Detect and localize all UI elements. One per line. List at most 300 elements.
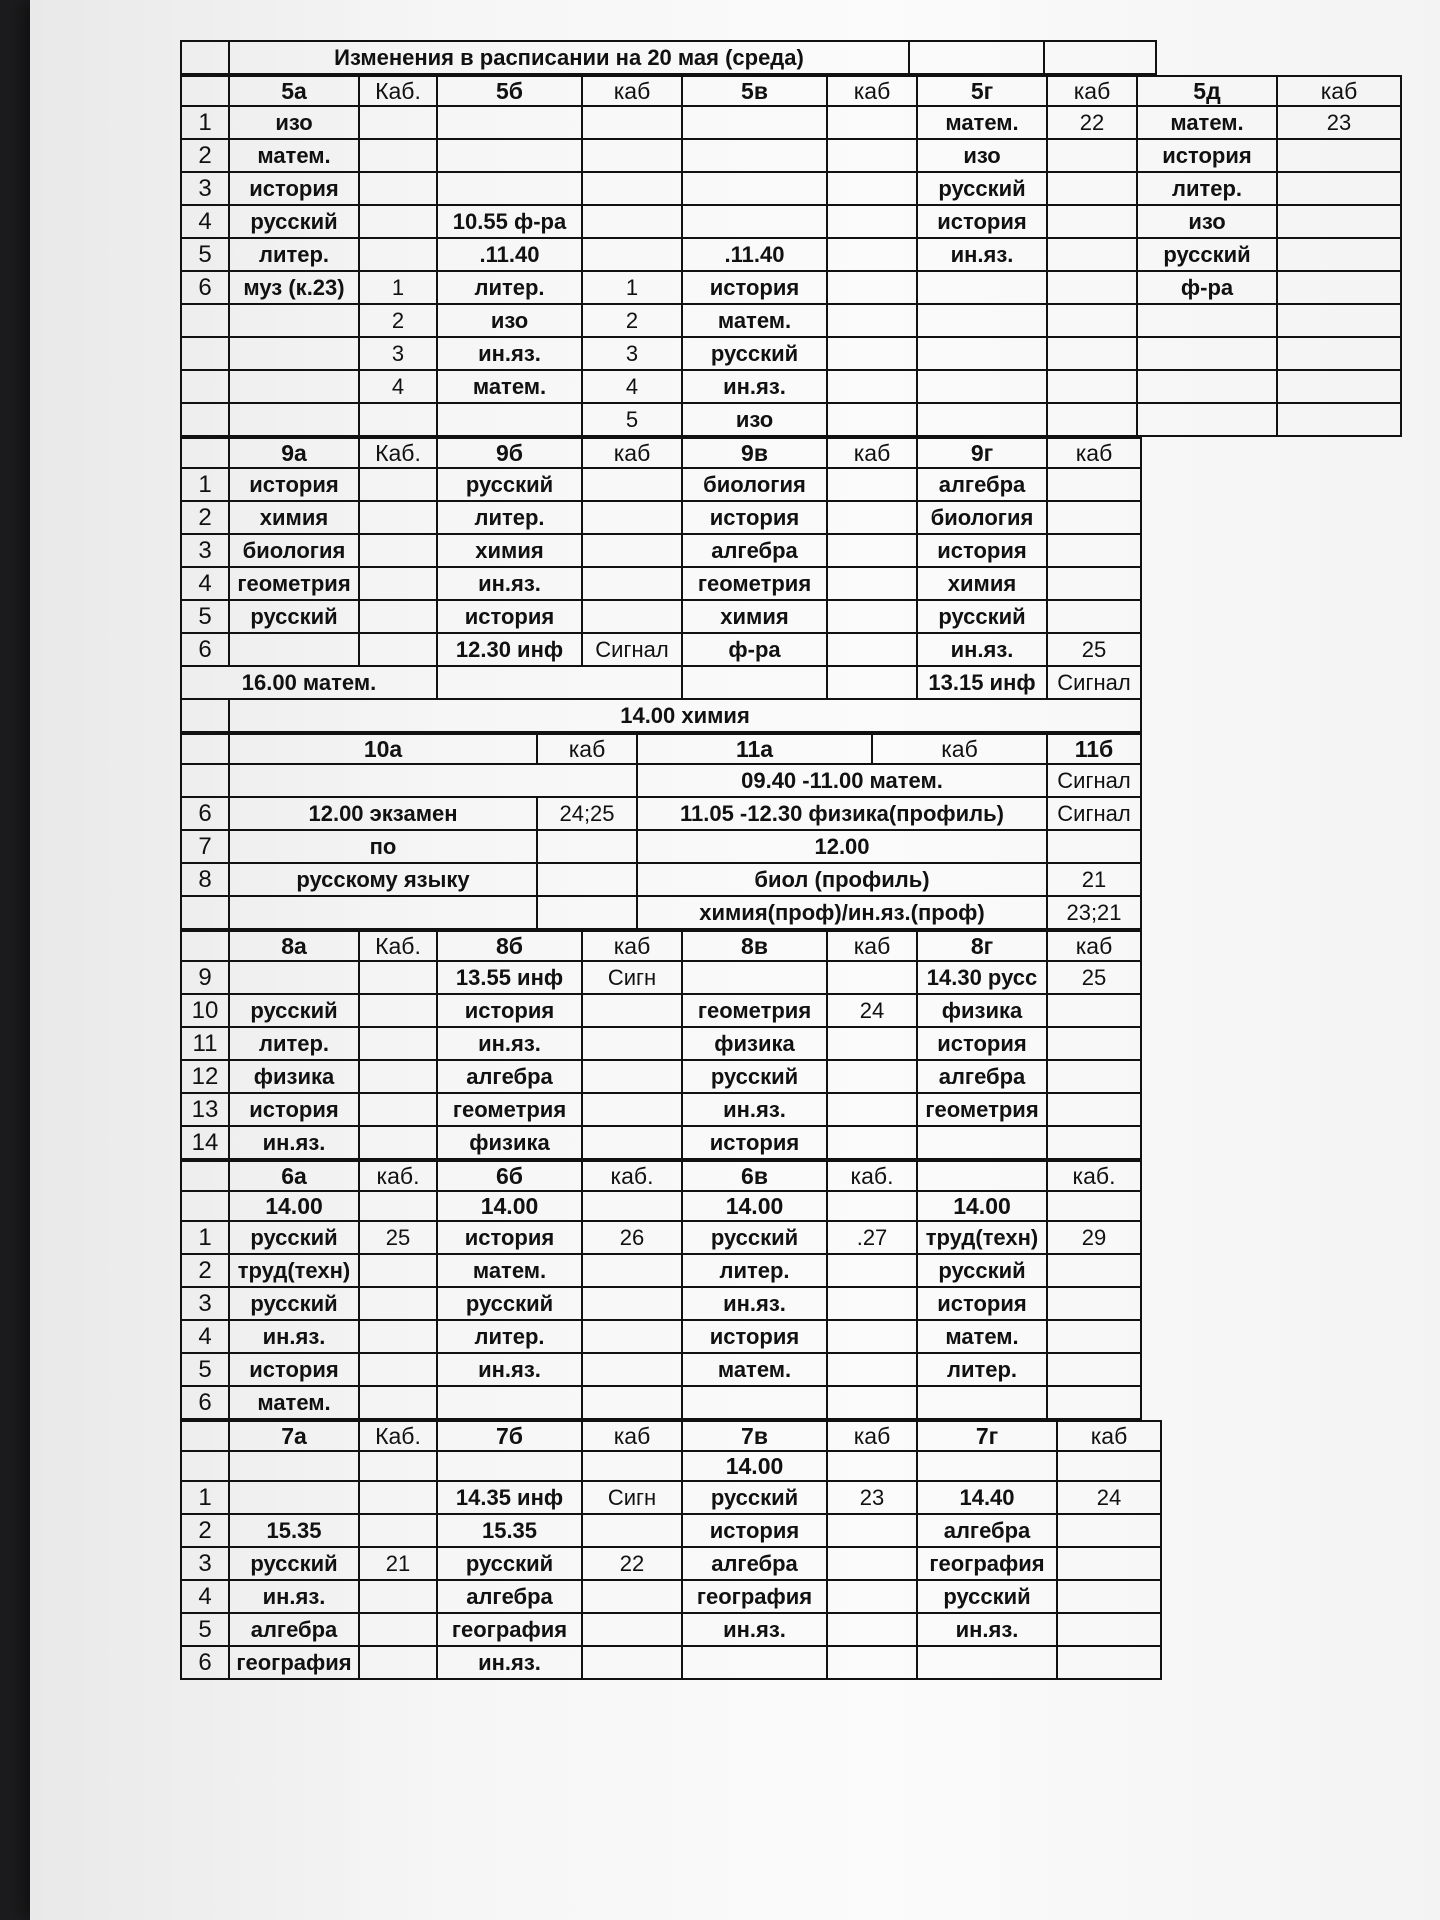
room-cell: 1 <box>359 271 437 304</box>
column-header: 5в <box>682 76 827 106</box>
schedule-cell: русскому языку <box>229 863 537 896</box>
header-row <box>181 1161 1141 1191</box>
table-row <box>181 1027 1141 1060</box>
grade5-body <box>181 76 1401 436</box>
schedule-cell: история <box>229 468 359 501</box>
schedule-cell: матем. <box>1137 106 1277 139</box>
schedule-cell: биол (профиль) <box>637 863 1047 896</box>
room-cell <box>827 1580 917 1613</box>
schedule-cell: 12.00 экзамен <box>229 797 537 830</box>
lesson-number: 2 <box>181 139 229 172</box>
table-row <box>181 1580 1161 1613</box>
lesson-number: 10 <box>181 994 229 1027</box>
room-cell <box>359 1646 437 1679</box>
room-cell <box>1047 1060 1141 1093</box>
grade7-table <box>180 1420 1162 1680</box>
schedule-cell <box>682 1646 827 1679</box>
room-cell <box>537 896 637 929</box>
room-cell <box>827 1126 917 1159</box>
table-row <box>181 567 1141 600</box>
schedule-cell <box>827 1191 917 1221</box>
table-row <box>181 666 1141 699</box>
room-cell <box>359 1613 437 1646</box>
schedule-cell: муз (к.23) <box>229 271 359 304</box>
lesson-number: 4 <box>181 1580 229 1613</box>
schedule-cell: русский <box>682 1221 827 1254</box>
schedule-cell <box>1137 370 1277 403</box>
schedule-cell <box>682 172 827 205</box>
lesson-number: 5 <box>181 1353 229 1386</box>
lesson-number: 3 <box>181 1287 229 1320</box>
schedule-cell: история <box>682 1126 827 1159</box>
header-row <box>181 438 1141 468</box>
grade10-11-table <box>180 733 1142 930</box>
schedule-cell <box>917 304 1047 337</box>
room-cell <box>359 1287 437 1320</box>
room-cell <box>1047 403 1137 436</box>
column-header: каб <box>1047 438 1141 468</box>
table-row <box>181 1514 1161 1547</box>
schedule-cell: изо <box>1137 205 1277 238</box>
column-header: 6в <box>682 1161 827 1191</box>
column-header: 7б <box>437 1421 582 1451</box>
column-header: 8а <box>229 931 359 961</box>
room-cell <box>582 106 682 139</box>
column-header <box>181 931 229 961</box>
room-cell: 24;25 <box>537 797 637 830</box>
room-cell <box>827 271 917 304</box>
room-cell <box>1047 534 1141 567</box>
room-cell <box>827 139 917 172</box>
header-row <box>181 1421 1161 1451</box>
header-row <box>181 76 1401 106</box>
column-header: 5б <box>437 76 582 106</box>
grade9-body <box>181 438 1141 732</box>
schedule-cell: ин.яз. <box>437 567 582 600</box>
room-cell <box>359 1320 437 1353</box>
schedule-cell: алгебра <box>682 534 827 567</box>
room-cell <box>582 1320 682 1353</box>
room-cell: 3 <box>582 337 682 370</box>
schedule-cell: русский <box>229 994 359 1027</box>
room-cell <box>1277 205 1401 238</box>
schedule-cell: физика <box>437 1126 582 1159</box>
schedule-cell: ин.яз. <box>917 1613 1057 1646</box>
column-header: каб <box>1057 1421 1161 1451</box>
room-cell <box>359 1386 437 1419</box>
schedule-cell: алгебра <box>437 1060 582 1093</box>
table-row <box>181 172 1401 205</box>
table-row <box>181 501 1141 534</box>
grade5-table <box>180 75 1402 437</box>
room-cell <box>582 1353 682 1386</box>
table-row <box>181 1126 1141 1159</box>
room-cell <box>827 370 917 403</box>
schedule-cell <box>917 1451 1057 1481</box>
lesson-number: 6 <box>181 271 229 304</box>
lesson-number: 3 <box>181 1547 229 1580</box>
schedule-cell: алгебра <box>437 1580 582 1613</box>
room-cell <box>827 468 917 501</box>
lesson-number: 2 <box>181 1254 229 1287</box>
schedule-cell <box>437 1451 582 1481</box>
room-cell <box>1047 567 1141 600</box>
lesson-number: 1 <box>181 106 229 139</box>
schedule-cell: изо <box>229 106 359 139</box>
schedule-cell: русский <box>917 1254 1047 1287</box>
schedule-cell: русский <box>917 172 1047 205</box>
schedule-cell: 14.00 <box>437 1191 582 1221</box>
room-cell: 29 <box>1047 1221 1141 1254</box>
schedule-cell: 15.35 <box>229 1514 359 1547</box>
schedule-cell <box>229 1451 359 1481</box>
column-header: 9в <box>682 438 827 468</box>
lesson-number <box>181 896 229 929</box>
room-cell <box>582 205 682 238</box>
schedule-cell: .11.40 <box>437 238 582 271</box>
room-cell <box>1277 139 1401 172</box>
room-cell <box>582 1126 682 1159</box>
room-cell: 26 <box>582 1221 682 1254</box>
lesson-number: 2 <box>181 501 229 534</box>
column-header: каб <box>872 734 1047 764</box>
column-header: каб <box>1047 931 1141 961</box>
grade8-body <box>181 931 1141 1159</box>
schedule-cell: 14.30 русс <box>917 961 1047 994</box>
schedule-cell: русский <box>1137 238 1277 271</box>
schedule-cell <box>682 139 827 172</box>
schedule-cell: матем. <box>682 1353 827 1386</box>
room-cell <box>537 863 637 896</box>
room-cell <box>1047 1093 1141 1126</box>
schedule-cell <box>917 370 1047 403</box>
room-cell <box>359 1060 437 1093</box>
room-cell <box>359 1580 437 1613</box>
grade7-body <box>181 1421 1161 1679</box>
room-cell <box>359 1093 437 1126</box>
schedule-cell: ф-ра <box>1137 271 1277 304</box>
schedule-cell: история <box>682 271 827 304</box>
schedule-cell <box>437 172 582 205</box>
column-header <box>917 1161 1047 1191</box>
schedule-cell: 13.55 инф <box>437 961 582 994</box>
room-cell <box>1047 139 1137 172</box>
lesson-number: 11 <box>181 1027 229 1060</box>
lesson-number: 9 <box>181 961 229 994</box>
room-cell <box>1047 1386 1141 1419</box>
table-row <box>181 896 1141 929</box>
room-cell <box>827 1093 917 1126</box>
column-header: каб <box>582 438 682 468</box>
schedule-cell: ин.яз. <box>437 1027 582 1060</box>
schedule-cell: алгебра <box>229 1613 359 1646</box>
table-row <box>181 271 1401 304</box>
table-row <box>181 961 1141 994</box>
schedule-cell <box>437 403 582 436</box>
schedule-cell <box>229 304 359 337</box>
room-cell <box>537 830 637 863</box>
room-cell: 25 <box>359 1221 437 1254</box>
lesson-number <box>181 403 229 436</box>
room-cell <box>827 1060 917 1093</box>
schedule-cell: 09.40 -11.00 матем. <box>637 764 1047 797</box>
schedule-cell: 13.15 инф <box>917 666 1047 699</box>
room-cell <box>1057 1547 1161 1580</box>
schedule-cell: русский <box>437 468 582 501</box>
schedule-cell: 14.00 <box>682 1451 827 1481</box>
room-cell <box>359 238 437 271</box>
schedule-cell: литер. <box>229 1027 359 1060</box>
schedule-cell: история <box>437 600 582 633</box>
schedule-cell: матем. <box>229 1386 359 1419</box>
schedule-cell: ин.яз. <box>682 1287 827 1320</box>
room-cell <box>582 1514 682 1547</box>
column-header: каб. <box>1047 1161 1141 1191</box>
table-row <box>181 1320 1141 1353</box>
column-header: каб. <box>827 1161 917 1191</box>
lesson-number <box>181 764 229 797</box>
schedule-cell <box>229 633 359 666</box>
column-header: 7а <box>229 1421 359 1451</box>
schedule-cell <box>827 1451 917 1481</box>
schedule-cell: география <box>437 1613 582 1646</box>
room-cell <box>582 238 682 271</box>
room-cell: Сигн <box>582 961 682 994</box>
table-row <box>181 633 1141 666</box>
schedule-cell: история <box>437 1221 582 1254</box>
room-cell <box>1047 994 1141 1027</box>
schedule-cell: .11.40 <box>682 238 827 271</box>
room-cell <box>1047 271 1137 304</box>
room-cell: 25 <box>1047 633 1141 666</box>
schedule-cell: 14.00 химия <box>229 699 1141 732</box>
schedule-cell: литер. <box>682 1254 827 1287</box>
column-header: Каб. <box>359 1421 437 1451</box>
schedule-cell: география <box>229 1646 359 1679</box>
room-cell: 23 <box>1277 106 1401 139</box>
schedule-cell: история <box>229 172 359 205</box>
room-cell <box>1047 1287 1141 1320</box>
room-cell <box>582 1646 682 1679</box>
schedule-cell: ин.яз. <box>917 633 1047 666</box>
column-header: каб <box>827 1421 917 1451</box>
room-cell <box>1047 304 1137 337</box>
column-header: 10а <box>229 734 537 764</box>
schedule-cell <box>359 1191 437 1221</box>
room-cell <box>1047 1353 1141 1386</box>
room-cell <box>1047 337 1137 370</box>
room-cell <box>1277 271 1401 304</box>
schedule-cell <box>1137 304 1277 337</box>
room-cell <box>359 139 437 172</box>
schedule-cell: изо <box>917 139 1047 172</box>
room-cell <box>827 106 917 139</box>
room-cell <box>582 994 682 1027</box>
room-cell <box>359 172 437 205</box>
schedule-cell: русский <box>682 1481 827 1514</box>
room-cell <box>582 1613 682 1646</box>
schedule-cell: химия <box>682 600 827 633</box>
schedule-cell <box>1047 1191 1141 1221</box>
column-header <box>181 76 229 106</box>
table-row <box>181 1481 1161 1514</box>
column-header <box>181 438 229 468</box>
lesson-number: 14 <box>181 1126 229 1159</box>
room-cell: 3 <box>359 337 437 370</box>
schedule-cell: русский <box>437 1287 582 1320</box>
schedule-cell: матем. <box>437 1254 582 1287</box>
table-row <box>181 304 1401 337</box>
room-cell: 4 <box>582 370 682 403</box>
table-row <box>181 1254 1141 1287</box>
schedule-cell: геометрия <box>682 567 827 600</box>
column-header: 7г <box>917 1421 1057 1451</box>
column-header: каб <box>827 76 917 106</box>
room-cell <box>359 1126 437 1159</box>
column-header: 9а <box>229 438 359 468</box>
room-cell <box>827 633 917 666</box>
schedule-cell: литер. <box>437 501 582 534</box>
schedule-cell: геометрия <box>682 994 827 1027</box>
room-cell <box>359 1027 437 1060</box>
schedule-cell: 14.35 инф <box>437 1481 582 1514</box>
column-header: 9б <box>437 438 582 468</box>
schedule-cell: русский <box>229 600 359 633</box>
room-cell: 1 <box>582 271 682 304</box>
schedule-cell: матем. <box>229 139 359 172</box>
room-cell <box>827 1646 917 1679</box>
schedule-cell <box>917 1646 1057 1679</box>
lesson-number: 6 <box>181 1386 229 1419</box>
room-cell <box>582 468 682 501</box>
lesson-number <box>181 337 229 370</box>
room-cell <box>1047 370 1137 403</box>
room-cell <box>359 994 437 1027</box>
table-row <box>181 863 1141 896</box>
schedule-cell <box>229 961 359 994</box>
room-cell <box>827 1353 917 1386</box>
column-header: каб. <box>582 1161 682 1191</box>
column-header <box>181 1421 229 1451</box>
room-cell <box>827 1254 917 1287</box>
grade6-table <box>180 1160 1142 1420</box>
schedule-cell <box>682 961 827 994</box>
table-row <box>181 1353 1141 1386</box>
lesson-number: 4 <box>181 1320 229 1353</box>
time-row <box>181 1451 1161 1481</box>
schedule-cell: русский <box>229 1547 359 1580</box>
header-row <box>181 734 1141 764</box>
schedule-cell <box>229 764 637 797</box>
schedule-cell: история <box>682 1320 827 1353</box>
room-cell <box>827 1320 917 1353</box>
room-cell <box>359 567 437 600</box>
room-cell <box>1047 468 1141 501</box>
room-cell: Сигнал <box>1047 666 1141 699</box>
lesson-number: 4 <box>181 205 229 238</box>
lesson-number: 6 <box>181 633 229 666</box>
schedule-cell <box>1137 403 1277 436</box>
schedule-cell: литер. <box>437 1320 582 1353</box>
schedule-cell: ин.яз. <box>682 370 827 403</box>
lesson-number: 12 <box>181 1060 229 1093</box>
lesson-number: 5 <box>181 238 229 271</box>
schedule-cell: 15.35 <box>437 1514 582 1547</box>
schedule-cell <box>181 1451 229 1481</box>
schedule-cell: ин.яз. <box>437 1353 582 1386</box>
column-header: 5а <box>229 76 359 106</box>
schedule-cell: история <box>1137 139 1277 172</box>
schedule-cell: 16.00 матем. <box>181 666 437 699</box>
room-cell: Сигнал <box>1047 764 1141 797</box>
schedule-cell: физика <box>682 1027 827 1060</box>
schedule-cell: биология <box>917 501 1047 534</box>
schedule-cell: русский <box>682 1060 827 1093</box>
table-row <box>181 699 1141 732</box>
room-cell <box>359 468 437 501</box>
room-cell <box>1277 337 1401 370</box>
lesson-number: 5 <box>181 600 229 633</box>
room-cell <box>582 501 682 534</box>
schedule-cell <box>437 666 682 699</box>
room-cell <box>1047 501 1141 534</box>
column-header: Каб. <box>359 438 437 468</box>
schedule-cell: русский <box>682 337 827 370</box>
schedule-cell <box>437 1386 582 1419</box>
schedule-cell: ф-ра <box>682 633 827 666</box>
room-cell <box>1047 205 1137 238</box>
table-row <box>181 830 1141 863</box>
grade8-table <box>180 930 1142 1160</box>
room-cell <box>1047 1126 1141 1159</box>
column-header: каб <box>582 1421 682 1451</box>
room-cell <box>1057 1514 1161 1547</box>
room-cell <box>827 238 917 271</box>
table-row <box>181 1093 1141 1126</box>
schedule-cell <box>682 666 827 699</box>
table-row <box>181 1547 1161 1580</box>
table-row <box>181 1287 1141 1320</box>
table-row <box>181 534 1141 567</box>
schedule-cell: химия <box>917 567 1047 600</box>
schedule-cell: труд(техн) <box>917 1221 1047 1254</box>
column-header: каб. <box>359 1161 437 1191</box>
schedule-cell: биология <box>229 534 359 567</box>
schedule-cell <box>181 1191 229 1221</box>
room-cell <box>1057 1613 1161 1646</box>
room-cell <box>1277 172 1401 205</box>
room-cell <box>1047 172 1137 205</box>
column-header: 11б <box>1047 734 1141 764</box>
room-cell <box>1057 1646 1161 1679</box>
table-row <box>181 468 1141 501</box>
schedule-cell: история <box>917 1287 1047 1320</box>
room-cell: 21 <box>359 1547 437 1580</box>
schedule-cell: ин.яз. <box>229 1320 359 1353</box>
room-cell <box>827 1547 917 1580</box>
table-row <box>181 1386 1141 1419</box>
lesson-number: 3 <box>181 534 229 567</box>
room-cell: 4 <box>359 370 437 403</box>
room-cell: 24 <box>1057 1481 1161 1514</box>
room-cell <box>582 534 682 567</box>
room-cell <box>1277 370 1401 403</box>
column-header: каб <box>1047 76 1137 106</box>
room-cell <box>827 205 917 238</box>
schedule-cell: матем. <box>682 304 827 337</box>
schedule-cell: матем. <box>437 370 582 403</box>
lesson-number: 6 <box>181 1646 229 1679</box>
